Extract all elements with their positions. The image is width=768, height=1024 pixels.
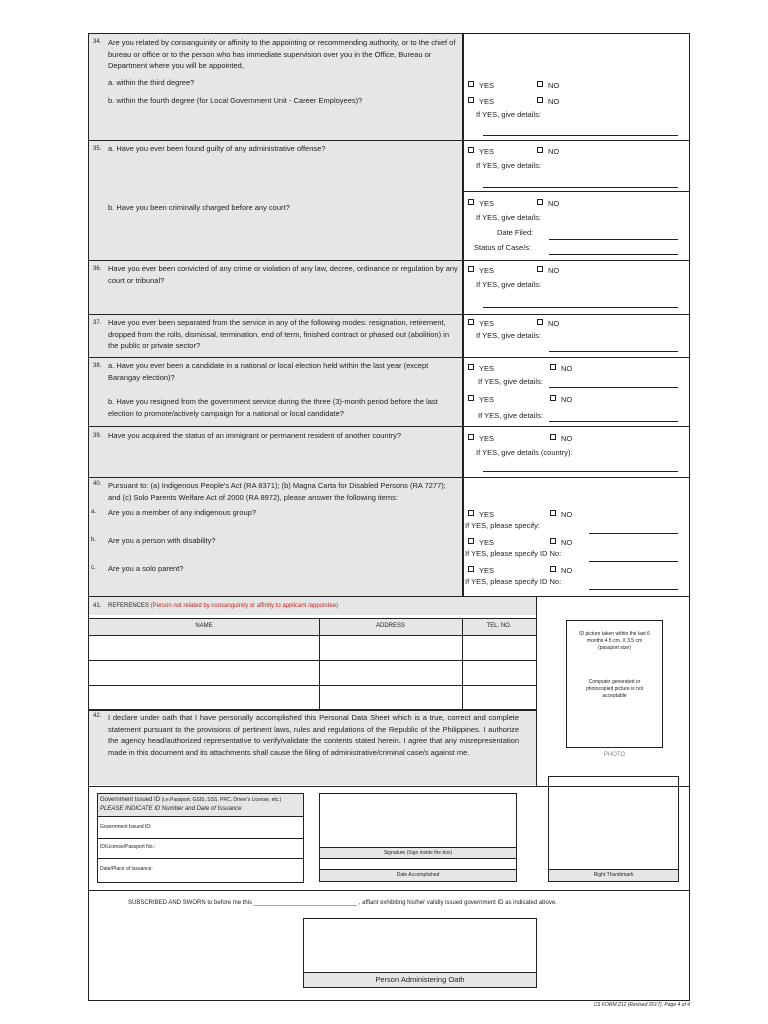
checkbox-icon [537,97,543,103]
date-accomplished-label: Date Accomplished [396,872,440,878]
gov-id-subtitle: PLEASE INDICATE ID Number and Date of Issuance [100,806,242,812]
gov-id-field2-label: ID/License/Passport No.: [100,844,156,850]
form-footer: CS FORM 212 (Revised 2017), Page 4 of 4 [593,1002,690,1008]
checkbox-icon [468,538,474,544]
references-title: REFERENCES (Person not related by consanguinity or affinity to applicant /appointee) [108,603,339,609]
checkbox-icon [537,319,543,325]
reference-1-tel[interactable] [464,638,534,659]
q40c-text: Are you a solo parent? [108,564,184,573]
q36-number: 36. [93,266,102,272]
checkbox-icon [468,266,474,272]
q40a-no[interactable]: NO [550,509,572,521]
q38b-yes[interactable]: YES [468,394,494,406]
q36-text: Have you ever been convicted of any crime or violation of any law, decree, ordinance or regulation by any court or tribunal? [108,264,458,285]
q34-details-field[interactable] [483,135,678,136]
reference-1-name[interactable] [91,638,317,659]
gov-id-input[interactable] [188,818,300,837]
gov-id-field3-label: Date/Place of Issuance: [100,866,153,872]
gov-id-field1-label: Government Issued ID: [100,824,152,830]
q35a-details-label: If YES, give details: [476,161,541,170]
q40c-specify-field[interactable] [589,589,678,590]
gov-id-title: Government Issued ID (i.e.Passport, GSIS, SSS, PRC, Driver's License, etc.) [100,797,282,803]
q40b-no[interactable]: NO [550,537,572,549]
reference-2-address[interactable] [321,662,460,684]
q40b-yes[interactable]: YES [468,537,494,549]
q35b-status-label: Status of Case/s: [474,243,532,252]
q38b-details-field[interactable] [549,421,678,422]
checkbox-icon [468,81,474,87]
id-number-input[interactable] [188,839,300,857]
q38a-details-field[interactable] [549,387,678,388]
q40b-specify-field[interactable] [589,561,678,562]
q35b-date-filed-label: Date Filed: [497,228,534,237]
q36-no[interactable]: NO [537,265,559,277]
reference-2-tel[interactable] [464,662,534,684]
q38b-text: b. Have you resigned from the government service during the three (3)-month period before the last election to promote/actively campaign for a national or local candidate? [108,397,438,418]
checkbox-icon [537,147,543,153]
q34b-no[interactable]: NO [537,96,559,108]
q39-number: 39. [93,433,102,439]
q37-details-label: If YES, give details: [476,331,541,340]
signature-label: Signature (Sign inside the box) [383,850,453,856]
q37-number: 37. [93,320,102,326]
q38b-details-label: If YES, give details: [478,411,543,420]
checkbox-icon [550,538,556,544]
q35-number: 35. [93,146,102,152]
q36-yes[interactable]: YES [468,265,494,277]
q35b-yes[interactable]: YES [468,198,494,210]
q36-details-field[interactable] [483,307,678,308]
q34-details-label: If YES, give details: [476,110,541,119]
checkbox-icon [550,364,556,370]
q37-details-field[interactable] [549,351,678,352]
q40a-text: Are you a member of any indigenous group? [108,508,257,517]
checkbox-icon [468,319,474,325]
thumbmark-box[interactable] [548,776,679,882]
checkbox-icon [468,510,474,516]
q39-details-field[interactable] [483,471,678,472]
checkbox-icon [537,199,543,205]
q35a-text: a. Have you ever been found guilty of any administrative offense? [108,144,326,153]
checkbox-icon [537,81,543,87]
reference-3-name[interactable] [91,687,317,708]
q35a-no[interactable]: NO [537,146,559,158]
references-note: (Person not related by consanguinity or affinity to applicant /appointee) [150,603,339,609]
q38a-yes[interactable]: YES [468,363,494,375]
q40c-specify-label: If YES, please specify ID No: [465,577,562,586]
q36-details-label: If YES, give details: [476,280,541,289]
q37-yes[interactable]: YES [468,318,494,330]
q38a-details-label: If YES, give details: [478,377,543,386]
q40c-no[interactable]: NO [550,565,572,577]
declaration-text: I declare under oath that I have personally accomplished this Personal Data Sheet which is a true, correct and complete statement pursuant to the provisions of pertinent laws, rules and regulations of the Republic of the Philippines. I authorize the agency head/authorized representative to verify/validate the contents stated herein. I agree that any misrepresentation made in this document and its attachments shall cause the filing of administrative/criminal case/s against me. [108,713,519,757]
photo-warning: Computer generated or photocopied picture is not acceptable [586,679,643,699]
checkbox-icon [468,97,474,103]
q40a-yes[interactable]: YES [468,509,494,521]
checkbox-icon [537,266,543,272]
q40-number: 40. [93,481,102,487]
oath-box[interactable] [303,918,537,988]
q40c-letter: c. [91,565,96,571]
q34b-text: b. within the fourth degree (for Local Government Unit - Career Employees)? [108,96,363,105]
checkbox-icon [468,434,474,440]
checkbox-icon [468,566,474,572]
col-name: NAME [195,623,213,629]
q35a-yes[interactable]: YES [468,146,494,158]
col-address: ADDRESS [375,623,405,629]
q40a-letter: a. [91,509,97,515]
q38b-no[interactable]: NO [550,394,572,406]
q35b-date-filed-field[interactable] [549,239,678,240]
q35b-status-field[interactable] [549,254,678,255]
oath-statement: SUBSCRIBED AND SWORN to before me this _______________________________ , affiant exhibiting his/her validly issued government ID as indicated above. [128,900,557,906]
col-tel: TEL. NO. [486,623,512,629]
checkbox-icon [550,510,556,516]
q41-number: 41. [93,603,102,609]
reference-3-tel[interactable] [464,687,534,708]
q42-number: 42. [93,713,102,719]
reference-2-name[interactable] [91,662,317,684]
checkbox-icon [550,395,556,401]
q39-text: Have you acquired the status of an immigrant or permanent resident of another country? [108,431,402,440]
q35b-no[interactable]: NO [537,198,559,210]
checkbox-icon [468,364,474,370]
q35b-text: b. Have you been criminally charged before any court? [108,203,290,212]
checkbox-icon [550,434,556,440]
photo-label: PHOTO [603,752,626,758]
checkbox-icon [468,147,474,153]
reference-1-address[interactable] [321,638,460,659]
q38-number: 38. [93,363,102,369]
photo-instructions: ID picture taken within the last 6 months 4.5 cm. X 3.5 cm (passport size) [579,631,650,651]
references-table [89,618,536,710]
q37-no[interactable]: NO [537,318,559,330]
oath-administering-label: Person Administering Oath [375,975,465,984]
q35b-details-label: If YES, give details: [476,213,541,222]
right-thumbmark-label: Right Thumbmark [593,872,634,878]
q34a-text: a. within the third degree? [108,78,195,87]
gov-id-block [97,793,304,883]
q40a-specify-field[interactable] [589,533,678,534]
checkbox-icon [550,566,556,572]
signature-box[interactable] [319,793,517,882]
q40a-specify-label: If YES, please specify: [465,521,540,530]
q40b-text: Are you a person with disability? [108,536,216,545]
q34-text: Are you related by consanguinity or affinity to the appointing or recommending authority, or to the chief of bureau or office or to the person who has immediate supervision over you in the Office, Bureau or Department where you will be appointed, [108,38,456,70]
q40-text: Pursuant to: (a) Indigenous People's Act (RA 8371); (b) Magna Carta for Disabled Persons (RA 7277); and (c) Solo Parents Welfare Act of 2000 (RA 8972), please answer the following items: [108,481,446,502]
q38a-no[interactable]: NO [550,363,572,375]
q34a-no[interactable]: NO [537,80,559,92]
q40c-yes[interactable]: YES [468,565,494,577]
q34-number: 34. [93,39,102,45]
q35a-details-field[interactable] [483,187,678,188]
q38a-text: a. Have you ever been a candidate in a national or local election held within the last year (except Barangay election)? [108,361,429,382]
q39-yes[interactable]: YES [468,433,494,445]
issuance-input[interactable] [188,859,300,882]
q40b-letter: b. [91,537,97,543]
q40b-specify-label: If YES, please specify ID No: [465,549,562,558]
q34b-yes[interactable]: YES [468,96,494,108]
reference-3-address[interactable] [321,687,460,708]
q34a-yes[interactable]: YES [468,80,494,92]
checkbox-icon [468,395,474,401]
q39-details-label: If YES, give details (country): [476,448,573,457]
oath-date-blank[interactable]: _______________________________ [253,900,358,906]
checkbox-icon [468,199,474,205]
q37-text: Have you ever been separated from the service in any of the following modes: resignation, retirement, dropped from the rolls, dismissal, termination, end of term, finished contract or phased out (abolition) in the public or private sector? [108,318,450,350]
photo-box[interactable] [566,620,663,748]
q39-no[interactable]: NO [550,433,572,445]
